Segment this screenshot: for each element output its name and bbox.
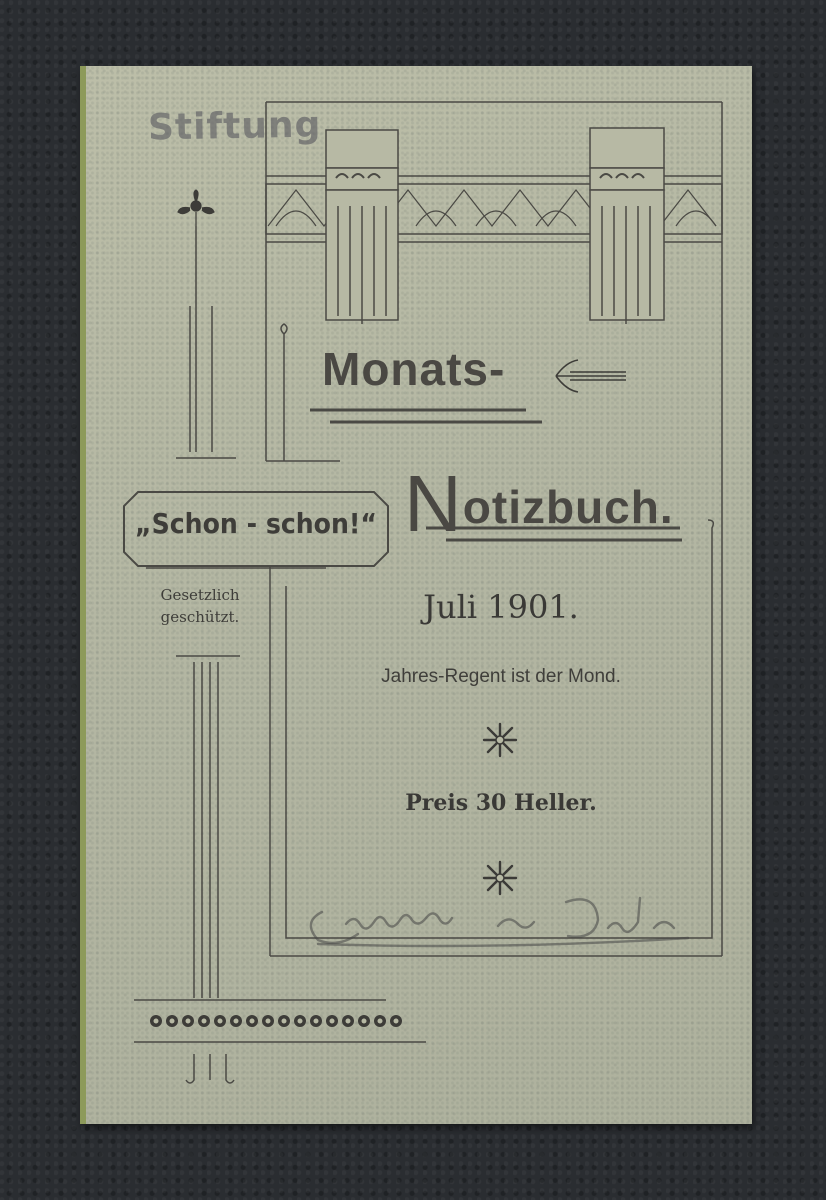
asterisk-star-icon [480,720,520,760]
library-stamp: Stiftung [147,104,322,149]
title-line-1: Monats- [322,343,506,395]
fleur-ornament-icon [178,190,214,226]
hand-arrow-icon [556,360,626,392]
slogan-cartouche [124,480,388,566]
slogan-text: „Schon - schon!“ [135,506,377,540]
legal-line-2: geschützt. [160,608,240,626]
handwritten-signature [298,872,718,952]
legal-notice [130,584,270,628]
year-regent-text: Jahres-Regent ist der Mond. [381,666,621,687]
title-rest: otizbuch. [462,481,674,533]
booklet-cover [80,66,752,1124]
legal-line-1: Gesetzlich [160,586,240,604]
price-text: Preis 30 Heller. [405,790,597,816]
title-line-2 [404,458,674,550]
title-initial: N [404,459,463,548]
issue-date: Juli 1901. [423,588,579,626]
